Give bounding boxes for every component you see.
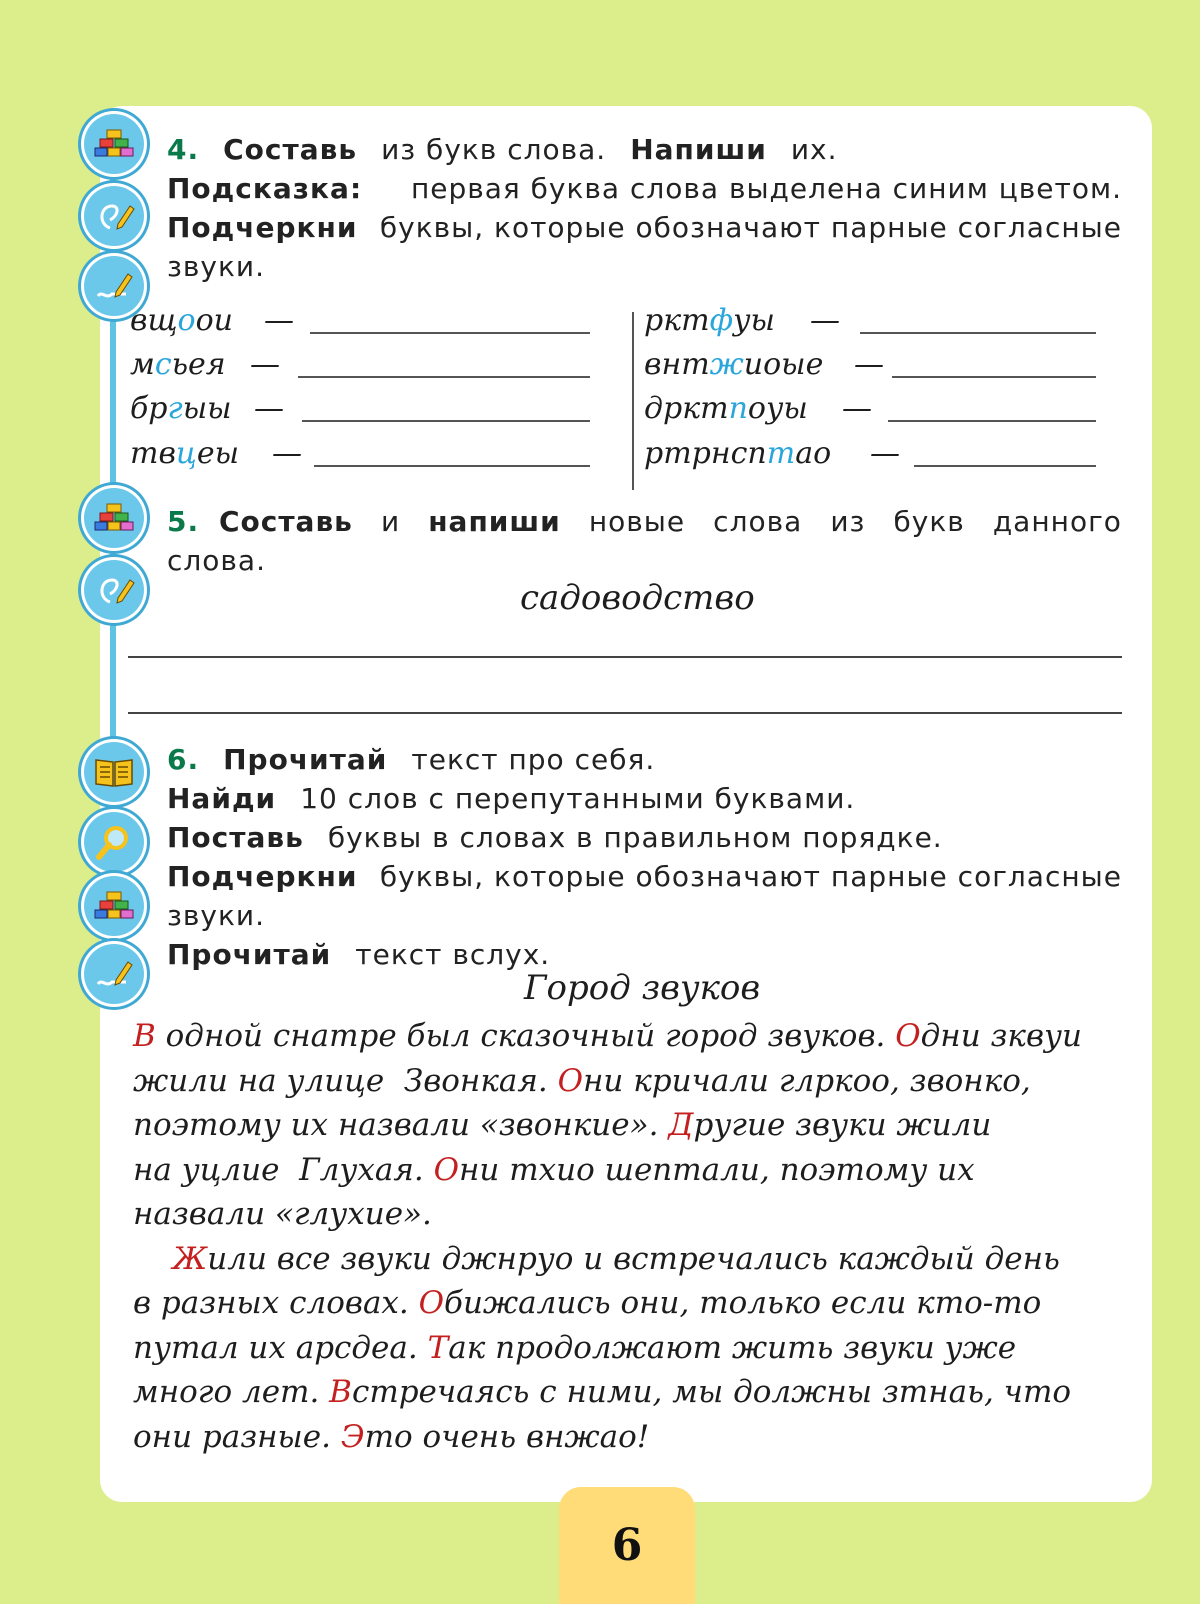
instruction-text: букв	[893, 505, 965, 538]
task-6-underline	[167, 857, 1122, 896]
instruction-text: данного	[992, 505, 1122, 538]
bricks-icon	[84, 876, 144, 936]
instruction-text: слова.	[167, 544, 266, 577]
story-line: путал их арсдеа. Так продолжают жить звуки уже	[133, 1329, 1017, 1366]
answer-line[interactable]	[914, 465, 1096, 467]
word-row	[130, 388, 590, 432]
instruction-text: текст вслух.	[355, 938, 551, 971]
story-line: назвали «глухие».	[133, 1196, 432, 1232]
read-label: Прочитай	[223, 743, 388, 776]
task-4-underline-cont	[167, 247, 1122, 286]
instruction-text: из	[830, 505, 866, 538]
column-divider	[632, 312, 634, 490]
dash: —	[810, 303, 840, 338]
pencil-line-icon	[84, 944, 144, 1004]
task-4-hint	[167, 169, 1122, 208]
book-icon	[84, 742, 144, 802]
capital-letter: О	[433, 1151, 459, 1188]
dash: —	[870, 436, 900, 471]
capital-letter: Т	[427, 1329, 449, 1366]
first-letter-highlight: г	[167, 391, 183, 426]
story-line: в разных словах. Обижались они, только если кто-то	[133, 1285, 1042, 1321]
hint-label: Подсказка:	[167, 172, 363, 205]
put-label: Поставь	[167, 821, 304, 854]
first-letter-highlight: ж	[709, 347, 744, 382]
write-label: Напиши	[630, 133, 767, 166]
capital-letter: О	[895, 1018, 921, 1054]
task-5-line-1	[167, 502, 1122, 541]
task-5-line-2	[167, 541, 1122, 580]
word-row	[130, 300, 590, 344]
word-row	[130, 344, 590, 388]
capital-letter: Д	[668, 1107, 694, 1143]
hint-text: первая буква слова выделена синим цветом.	[410, 172, 1122, 205]
compose-label: Составь	[218, 505, 353, 538]
story-title: Город звуков	[524, 968, 761, 1008]
instruction-text: буквы в словах в правильном порядке.	[327, 821, 943, 854]
first-letter-highlight: с	[154, 347, 172, 382]
scrambled-word: бргыы	[130, 391, 232, 426]
word-row	[644, 433, 1096, 477]
task-6-put	[167, 818, 1122, 857]
task-6-underline-cont	[167, 896, 1122, 935]
instruction-text: новые	[588, 505, 686, 538]
compose-label: Составь	[223, 133, 358, 166]
task-6-find	[167, 779, 1122, 818]
task-4-line-1	[167, 130, 1122, 169]
instruction-text: текст про себя.	[411, 743, 656, 776]
task-5-instructions	[167, 502, 1122, 580]
story-line: много лет. Встречаясь с ними, мы должны зтнаь, что	[133, 1374, 1072, 1410]
capital-letter: Ж	[172, 1240, 208, 1277]
magnifier-icon	[84, 812, 144, 872]
dash: —	[254, 391, 284, 426]
source-word: садоводство	[520, 578, 755, 618]
underline-text: звуки.	[167, 899, 265, 932]
answer-line[interactable]	[888, 420, 1096, 422]
scrambled-word: рктфуы	[644, 303, 775, 338]
first-letter-highlight: п	[728, 391, 748, 426]
dash: —	[264, 303, 294, 338]
read-aloud-label: Прочитай	[167, 938, 332, 971]
underline-label: Подчеркни	[167, 211, 358, 244]
underline-label: Подчеркни	[167, 860, 358, 893]
answer-line[interactable]	[302, 420, 590, 422]
instruction-text: из букв слова.	[381, 133, 607, 166]
story-text	[133, 1014, 1123, 1459]
word-row	[130, 433, 590, 477]
word-row	[644, 344, 1096, 388]
instruction-text: 10 слов с перепутанными буквами.	[300, 782, 856, 815]
task-6-number: 6.	[167, 743, 200, 776]
scrambled-word: твцеы	[130, 436, 240, 471]
page-number: 6	[559, 1487, 695, 1604]
capital-letter: Э	[340, 1418, 365, 1455]
task-6-instructions	[167, 740, 1122, 974]
capital-letter: В	[133, 1018, 156, 1054]
first-letter-highlight: ц	[175, 436, 197, 471]
answer-line[interactable]	[128, 656, 1122, 658]
scrambled-word: внтжиоые	[644, 347, 824, 382]
word-row	[644, 388, 1096, 432]
find-label: Найди	[167, 782, 277, 815]
dash: —	[842, 391, 872, 426]
task-4-underline	[167, 208, 1122, 247]
story-line: они разные. Это очень внжао!	[133, 1418, 650, 1455]
task-4-number: 4.	[167, 133, 200, 166]
instruction-text: и	[380, 505, 401, 538]
first-letter-highlight: ф	[709, 303, 734, 338]
write-label: напиши	[428, 505, 561, 538]
pencil-circle-icon	[84, 186, 144, 246]
capital-letter: В	[329, 1374, 352, 1410]
pencil-circle-icon	[84, 560, 144, 620]
first-letter-highlight: о	[177, 303, 196, 338]
scrambled-word: мсьея	[130, 347, 226, 382]
bricks-icon	[84, 114, 144, 174]
underline-text: буквы, которые обозначают парные согласные	[379, 860, 1122, 893]
dash: —	[854, 347, 884, 382]
answer-line[interactable]	[298, 376, 590, 378]
dash: —	[272, 436, 302, 471]
answer-line[interactable]	[310, 332, 590, 334]
answer-line[interactable]	[892, 376, 1096, 378]
word-row	[644, 300, 1096, 344]
story-line: поэтому их назвали «звонкие». Другие звуки жили	[133, 1107, 992, 1143]
scrambled-word: ртрнсптао	[644, 436, 832, 471]
story-line: В одной снатре был сказочный город звуков. Одни зквуи	[133, 1018, 1082, 1054]
story-line: жили на улице Звонкая. Они кричали глркоо, звонко,	[133, 1062, 1031, 1099]
dash: —	[250, 347, 280, 382]
story-line: Жили все звуки джнруо и встречались каждый день	[172, 1240, 1060, 1277]
answer-line[interactable]	[860, 332, 1096, 334]
instruction-text: слова	[713, 505, 803, 538]
scrambled-word: дрктпоуы	[644, 391, 808, 426]
scrambled-word: вщоои	[130, 303, 233, 338]
task-6-read	[167, 740, 1122, 779]
instruction-text: их.	[790, 133, 838, 166]
task-4-instructions	[167, 130, 1122, 286]
bricks-icon	[84, 488, 144, 548]
answer-line[interactable]	[128, 712, 1122, 714]
first-letter-highlight: т	[766, 436, 796, 471]
answer-line[interactable]	[314, 465, 590, 467]
story-line: на уцлие Глухая. Они тхио шептали, поэтому их	[133, 1151, 975, 1188]
underline-text: буквы, которые обозначают парные согласные	[379, 211, 1122, 244]
capital-letter: О	[418, 1285, 445, 1321]
underline-text: звуки.	[167, 250, 265, 283]
capital-letter: О	[557, 1062, 583, 1099]
task-5-number: 5.	[167, 505, 200, 538]
